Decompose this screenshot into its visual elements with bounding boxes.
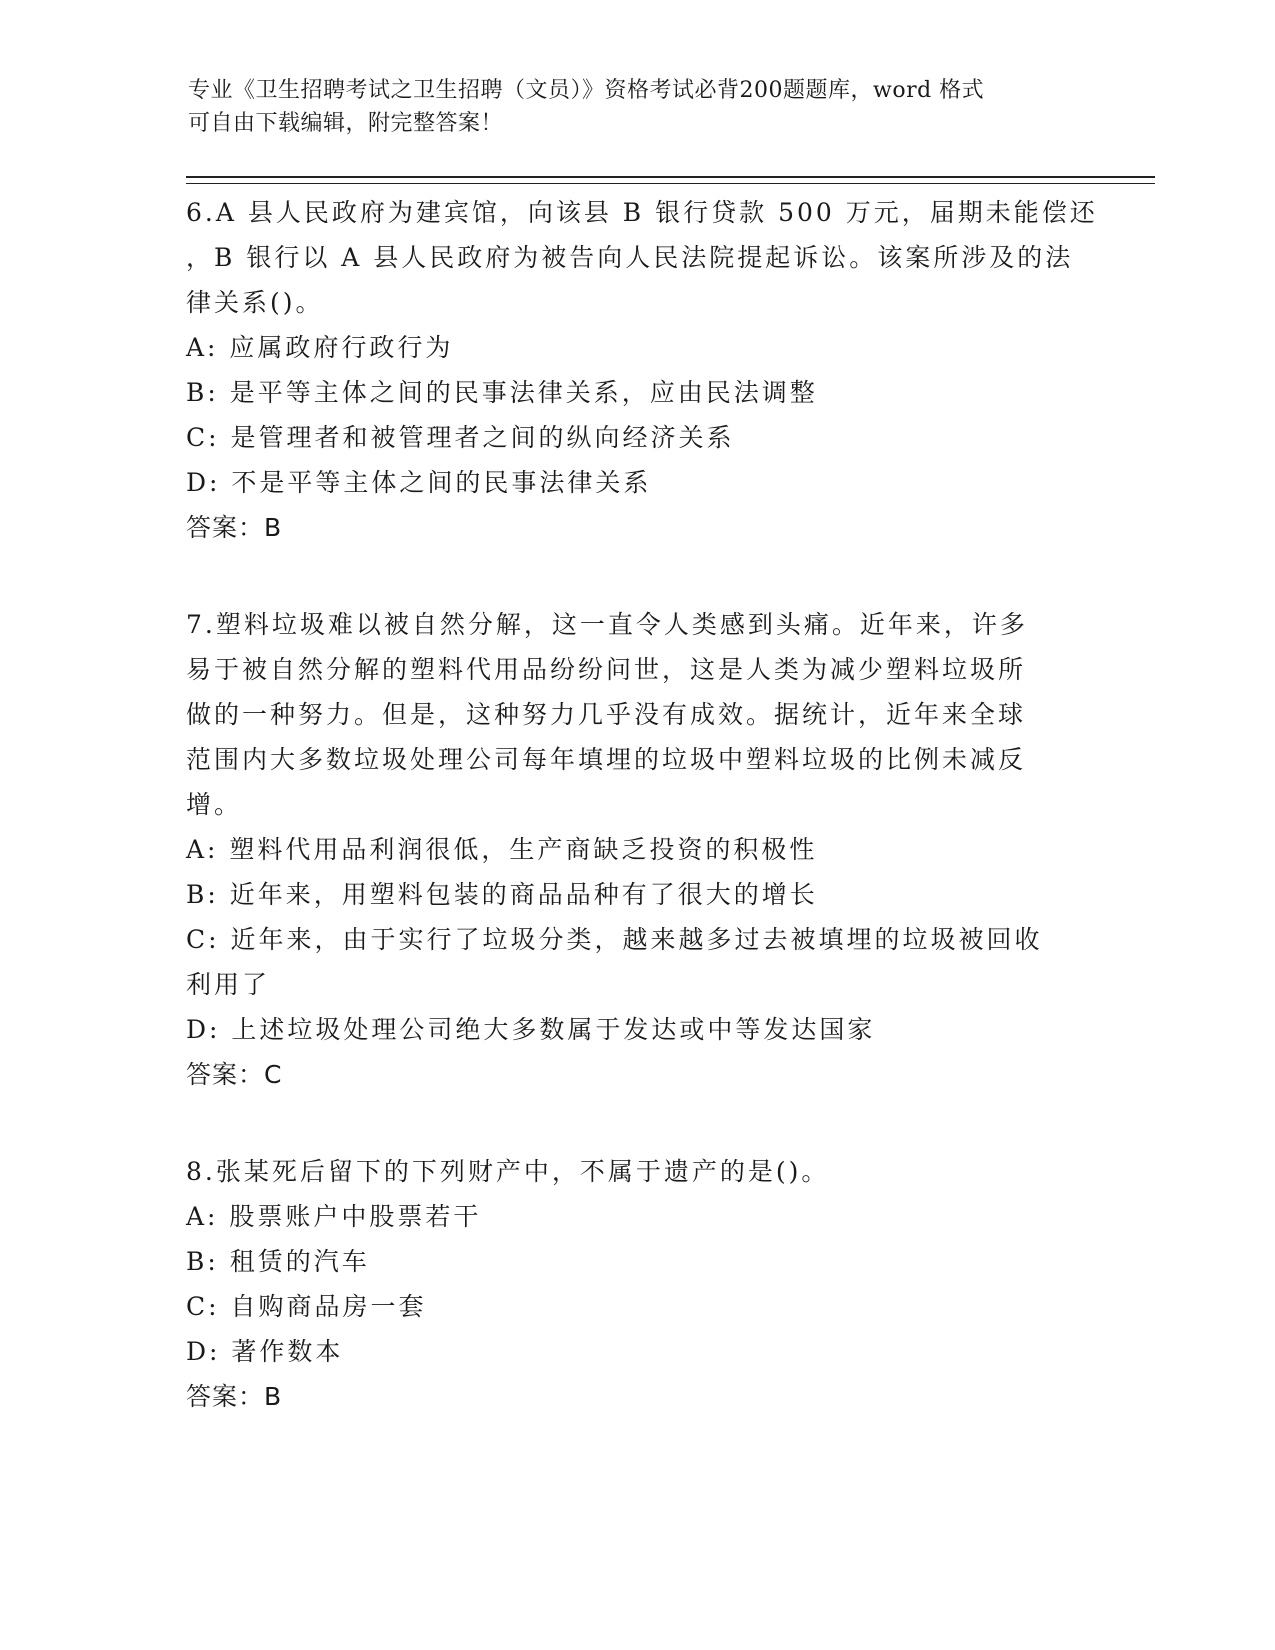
document-header [188, 74, 1068, 140]
question-spacer [186, 1097, 1106, 1149]
header-title-line-2: 可自由下载编辑，附完整答案！ [188, 111, 504, 136]
answer-option-line: C: 自购商品房一套 [186, 1292, 427, 1321]
answer-option-line: D: 上述垃圾处理公司绝大多数属于发达或中等发达国家 [186, 1015, 876, 1044]
answer-key: 答案：B [186, 1382, 283, 1411]
answer-option-line: C: 近年来，由于实行了垃圾分类，越来越多过去被填埋的垃圾被回收 [186, 925, 1043, 954]
question-stem-line: ，B 银行以 A 县人民政府为被告向人民法院提起诉讼。该案所涉及的法 [186, 243, 1074, 272]
answer-option-line: B: 近年来，用塑料包装的商品品种有了很大的增长 [186, 880, 818, 909]
answer-option-line: D: 著作数本 [186, 1337, 344, 1366]
answer-option-line: D: 不是平等主体之间的民事法律关系 [186, 468, 652, 497]
question-block [186, 602, 1106, 1097]
question-stem-line: 律关系()。 [186, 288, 324, 317]
question-block [186, 1149, 1106, 1419]
question-stem-line: 6.A 县人民政府为建宾馆，向该县 B 银行贷款 500 万元，届期未能偿还 [186, 198, 1098, 227]
question-block [186, 190, 1106, 550]
question-spacer [186, 550, 1106, 602]
question-stem-line: 范围内大多数垃圾处理公司每年填埋的垃圾中塑料垃圾的比例未减反 [186, 745, 1027, 774]
question-stem-line: 增。 [186, 790, 243, 819]
answer-option-line: C: 是管理者和被管理者之间的纵向经济关系 [186, 423, 735, 452]
answer-option-line: A: 塑料代用品利润很低，生产商缺乏投资的积极性 [186, 835, 818, 864]
answer-option-line: 利用了 [186, 970, 271, 999]
answer-key: 答案：B [186, 513, 283, 542]
question-list [186, 190, 1106, 1419]
question-stem-line: 8.张某死后留下的下列财产中，不属于遗产的是()。 [186, 1157, 830, 1186]
question-stem-line: 做的一种努力。但是，这种努力几乎没有成效。据统计，近年来全球 [186, 700, 1027, 729]
header-title-line-1: 专业《卫生招聘考试之卫生招聘（文员）》资格考试必背200题题库，word 格式 [188, 78, 985, 103]
header-divider [186, 176, 1155, 178]
answer-option-line: B: 租赁的汽车 [186, 1247, 370, 1276]
answer-option-line: A: 股票账户中股票若干 [186, 1202, 482, 1231]
question-stem-line: 易于被自然分解的塑料代用品纷纷问世，这是人类为减少塑料垃圾所 [186, 655, 1027, 684]
question-stem-line: 7.塑料垃圾难以被自然分解，这一直令人类感到头痛。近年来，许多 [186, 610, 1028, 639]
answer-option-line: B: 是平等主体之间的民事法律关系，应由民法调整 [186, 378, 818, 407]
answer-option-line: A: 应属政府行政行为 [186, 333, 454, 362]
answer-key: 答案：C [186, 1060, 283, 1089]
header-divider-thin [186, 183, 1155, 184]
